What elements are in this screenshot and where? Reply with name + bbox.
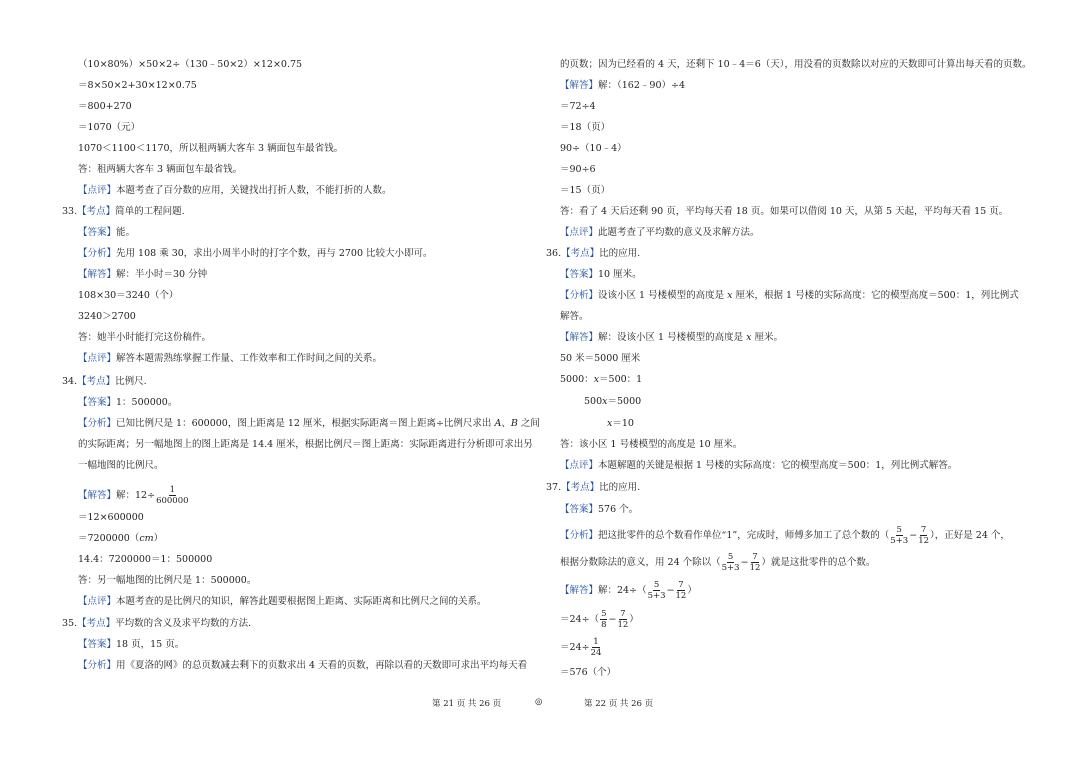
minus-sign: − — [608, 614, 617, 625]
denominator: 5+3 — [721, 563, 740, 573]
analysis-tag: 【分析】 — [78, 418, 117, 429]
denominator: 8 — [601, 620, 607, 630]
analysis-text: ），正好是 24 个， — [930, 530, 1010, 541]
text-line: 1070＜1100＜1170，所以租两辆大客车 3 辆面包车最省钱。 — [78, 143, 344, 154]
unit-cm: cm — [139, 533, 154, 544]
minus-sign: − — [909, 530, 918, 541]
solution-text: 厘米。 — [751, 332, 784, 343]
analysis-tag: 【分析】 — [560, 290, 599, 301]
analysis-text: 根据分数除法的意义，用 24 个除以（ — [560, 557, 721, 568]
calc-text: ＝10 — [612, 418, 634, 429]
denominator: 600000 — [156, 496, 189, 506]
fraction — [750, 552, 761, 573]
analysis-line: 的页数；因为已经看的 4 天，还剩下 10﹣4＝6（天），用没看的页数除以对应的天数即可计算出每天看的页数。 — [560, 59, 1032, 70]
solution-line — [560, 79, 685, 92]
question-number: 35. — [62, 618, 78, 629]
calc-line: ＝576（个） — [560, 667, 617, 678]
topic-tag: 【考点】 — [561, 248, 600, 259]
page-number-right: 第 22 页 共 26 页 — [584, 699, 654, 709]
numerator: 5 — [896, 525, 902, 535]
numerator: 7 — [920, 525, 927, 535]
answer-tag: 【答案】 — [560, 269, 599, 280]
answer-tag: 【答案】 — [78, 639, 117, 650]
analysis-line: 一幅地图的比例尺。 — [78, 460, 164, 471]
analysis-tag: 【分析】 — [78, 660, 117, 671]
calc-line: 14.4：7200000＝1：500000 — [78, 554, 213, 565]
analysis-line: 解答。 — [560, 311, 589, 322]
analysis-text: 设该小区 1 号楼模型的高度是 — [598, 290, 728, 301]
calc-line: ＝72÷4 — [560, 101, 596, 112]
topic-tag: 【考点】 — [561, 482, 600, 493]
comment-tag: 【点评】 — [560, 227, 599, 238]
analysis-tag: 【分析】 — [560, 530, 599, 541]
comment-text: 此题考查了平均数的意义及求解方法。 — [598, 227, 760, 238]
calc-line: ＝8×50×2+30×12×0.75 — [78, 80, 197, 91]
answer-line: 答：她半小时能打完这份稿件。 — [78, 332, 212, 343]
topic-text: 比的应用. — [599, 482, 641, 493]
comment-line — [78, 595, 487, 608]
center-mark-icon: ◎ — [535, 697, 543, 707]
variable-a: A — [494, 418, 502, 429]
analysis-tag: 【分析】 — [78, 248, 117, 259]
comment-text: 解答本题需熟练掌握工作量、工作效率和工作时间之间的关系。 — [116, 353, 383, 364]
solution-tag: 【解答】 — [560, 585, 599, 596]
calc-text: ＝24÷（ — [560, 614, 600, 625]
question-33-topic — [62, 205, 185, 218]
answer-tag: 【答案】 — [78, 227, 117, 238]
calc-line — [78, 532, 163, 545]
fraction — [648, 580, 666, 601]
comment-tag: 【点评】 — [78, 596, 117, 607]
analysis-text: 用《夏洛的网》的总页数减去剩下的页数求出 4 天看的页数，再除以看的天数即可求出平均每天看 — [116, 660, 528, 671]
question-37-topic — [546, 481, 640, 494]
solution-text: 解：设该小区 1 号楼模型的高度是 — [598, 332, 747, 343]
denominator: 24 — [590, 648, 602, 658]
calc-line: ＝18（页） — [560, 122, 611, 133]
denominator: 12 — [675, 591, 687, 601]
question-number: 36. — [546, 248, 562, 259]
variable-b: B — [510, 418, 518, 429]
calc-text: ） — [629, 614, 639, 625]
solution-tag: 【解答】 — [560, 332, 599, 343]
answer-line: 答：另一幅地图的比例尺是 1：500000。 — [78, 575, 257, 586]
numerator: 7 — [752, 552, 758, 562]
calc-line — [560, 373, 642, 386]
analysis-line — [78, 659, 527, 672]
calc-line — [560, 609, 639, 631]
analysis-text: 先用 108 乘 30，求出小周半小时的打字个数，再与 2700 比较大小即可。 — [116, 248, 433, 259]
topic-tag: 【考点】 — [77, 376, 116, 387]
question-35-topic — [62, 617, 251, 630]
calc-text: 500 — [584, 396, 603, 407]
solution-line — [560, 331, 783, 344]
fraction — [722, 552, 740, 573]
calc-line: 50 米＝5000 厘米 — [560, 353, 641, 364]
fraction — [890, 525, 908, 546]
answer-line: 答：租两辆大客车 3 辆面包车最省钱。 — [78, 164, 243, 175]
solution-text: 解：12÷ — [116, 490, 156, 501]
analysis-text: 之间 — [517, 418, 540, 429]
solution-tag: 【解答】 — [78, 269, 117, 280]
solution-text: 解：半小时＝30 分钟 — [116, 269, 208, 280]
comment-tag: 【点评】 — [560, 460, 599, 471]
calc-line: 90÷（10﹣4） — [560, 143, 627, 154]
solution-text: 解：（162﹣90）÷4 — [598, 80, 685, 91]
question-number: 34. — [62, 376, 78, 387]
fraction — [617, 609, 628, 630]
page-number-left: 第 21 页 共 26 页 — [432, 699, 502, 709]
calc-text: ＝500：1 — [599, 374, 643, 385]
fraction — [918, 525, 929, 546]
analysis-line: 的实际距离；另一幅地图上的图上距离是 14.4 厘米，根据比例尺＝图上距离：实际距离进行分析即可求出另 — [78, 439, 533, 450]
comment-text: 本题考查了百分数的应用，关键找出打折人数，不能打折的人数。 — [116, 185, 392, 196]
answer-text: 1：500000。 — [116, 397, 178, 408]
calc-line: 3240＞2700 — [78, 311, 136, 322]
answer-line: 答：看了 4 天后还剩 90 页，平均每天看 18 页。如果可以借阅 10 天，从第 5 天起，平均每天看 15 页。 — [560, 206, 1009, 217]
comment-line — [560, 226, 760, 239]
topic-tag: 【考点】 — [77, 206, 116, 217]
denominator: 5+3 — [647, 591, 666, 601]
analysis-line — [78, 247, 433, 260]
variable-x: x — [746, 332, 752, 343]
solution-line — [78, 268, 207, 281]
calc-line: 108×30＝3240（个） — [78, 290, 179, 301]
calc-text: 5000： — [560, 374, 594, 385]
answer-text: 18 页，15 页。 — [116, 639, 185, 650]
calc-text: ＝7200000（ — [78, 533, 140, 544]
minus-sign: − — [666, 585, 675, 596]
solution-tag: 【解答】 — [78, 490, 117, 501]
analysis-text: 厘米，根据 1 号楼的实际高度：它的模型高度＝500：1，列比例式 — [732, 290, 1019, 301]
question-number: 33. — [62, 206, 78, 217]
numerator: 5 — [601, 609, 607, 619]
calc-text: ） — [153, 533, 164, 544]
calc-line — [607, 417, 634, 430]
question-34-topic — [62, 375, 147, 388]
fraction — [600, 609, 607, 630]
numerator: 1 — [593, 637, 599, 647]
question-36-topic — [546, 247, 640, 260]
analysis-text: 、 — [501, 418, 511, 429]
comment-line — [560, 459, 957, 472]
answer-line — [78, 638, 184, 651]
analysis-text: 已知比例尺是 1：600000，图上距离是 12 厘米，根据实际距离＝图上距离÷比例尺求出 — [116, 418, 495, 429]
answer-line — [560, 503, 638, 516]
analysis-text: ）就是这批零件的总个数。 — [761, 557, 876, 568]
fraction — [156, 485, 188, 506]
topic-text: 平均数的含义及求平均数的方法. — [115, 618, 252, 629]
fraction — [591, 637, 602, 658]
numerator: 5 — [653, 580, 660, 590]
analysis-line — [78, 417, 540, 430]
comment-tag: 【点评】 — [78, 353, 117, 364]
solution-line — [560, 580, 697, 602]
solution-text: ） — [687, 585, 697, 596]
variable-x: x — [602, 396, 608, 407]
solution-tag: 【解答】 — [560, 80, 599, 91]
answer-line — [78, 226, 135, 239]
calc-line: ＝12×600000 — [78, 512, 144, 523]
answer-text: 能。 — [116, 227, 136, 238]
comment-line — [78, 352, 382, 365]
calc-line: ＝90÷6 — [560, 164, 596, 175]
topic-text: 比例尺. — [115, 376, 147, 387]
answer-line — [560, 268, 642, 281]
topic-tag: 【考点】 — [77, 618, 116, 629]
denominator: 5+3 — [890, 536, 909, 546]
calc-text: ＝5000 — [607, 396, 642, 407]
solution-line — [78, 485, 190, 506]
answer-line — [78, 396, 177, 409]
calc-line: ＝800+270 — [78, 101, 132, 112]
solution-text: 解：24÷（ — [598, 585, 647, 596]
variable-x: x — [607, 418, 613, 429]
minus-sign: − — [740, 557, 749, 568]
comment-line — [78, 184, 392, 197]
answer-tag: 【答案】 — [560, 504, 599, 515]
comment-text: 本题考查的是比例尺的知识，解答此题要根据图上距离、实际距离和比例尺之间的关系。 — [116, 596, 487, 607]
numerator: 7 — [678, 580, 684, 590]
answer-line: 答：该小区 1 号楼模型的高度是 10 厘米。 — [560, 439, 743, 450]
topic-text: 比的应用. — [599, 248, 641, 259]
comment-text: 本题解题的关键是根据 1 号楼的实际高度：它的模型高度＝500：1，列比例式解答。 — [598, 460, 958, 471]
answer-text: 576 个。 — [598, 504, 639, 515]
denominator: 12 — [749, 563, 761, 573]
variable-x: x — [727, 290, 733, 301]
analysis-line — [560, 525, 1010, 547]
numerator: 1 — [169, 485, 176, 495]
analysis-line — [560, 289, 1019, 302]
fraction — [676, 580, 687, 601]
denominator: 12 — [918, 536, 930, 546]
comment-tag: 【点评】 — [78, 185, 117, 196]
calc-line: ＝15（页） — [560, 185, 611, 196]
calc-line — [560, 637, 602, 659]
denominator: 12 — [617, 620, 629, 630]
topic-text: 简单的工程问题. — [115, 206, 185, 217]
numerator: 7 — [620, 609, 626, 619]
analysis-text: 把这批零件的总个数看作单位“1”，完成时，师傅多加工了总个数的（ — [598, 530, 890, 541]
calc-line — [584, 395, 641, 408]
answer-tag: 【答案】 — [78, 397, 117, 408]
question-number: 37. — [546, 482, 562, 493]
answer-text: 10 厘米。 — [598, 269, 642, 280]
analysis-line — [560, 552, 875, 574]
calc-text: ＝24÷ — [560, 642, 590, 653]
calc-line: ＝1070（元） — [78, 122, 141, 133]
numerator: 5 — [727, 552, 734, 562]
calc-line: （10×80%）×50×2÷（130﹣50×2）×12×0.75 — [78, 59, 303, 70]
variable-x: x — [593, 374, 600, 385]
